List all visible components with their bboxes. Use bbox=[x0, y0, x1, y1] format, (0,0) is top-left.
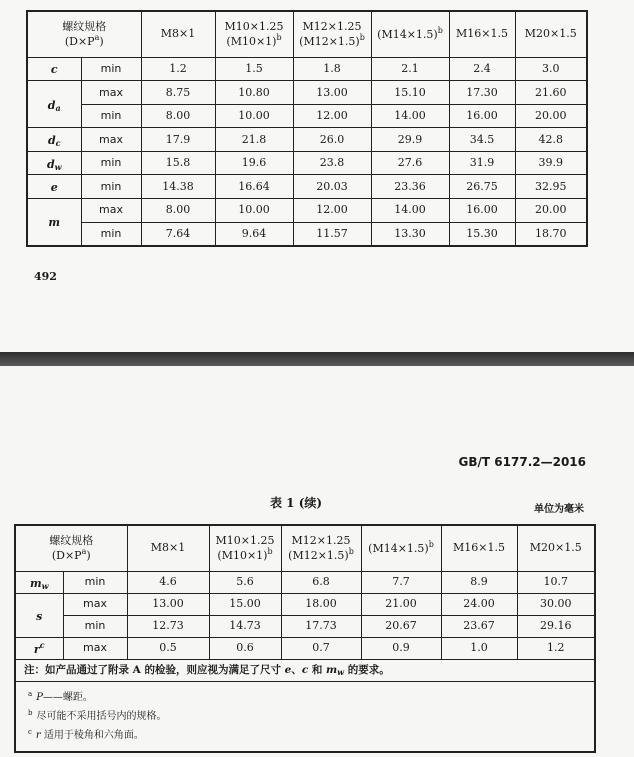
value-cell: 20.00 bbox=[515, 199, 587, 223]
header-row bbox=[15, 525, 595, 571]
limit-cell: min bbox=[81, 175, 141, 199]
symbol-cell: $d_a$ bbox=[27, 81, 81, 128]
table-row bbox=[27, 175, 587, 199]
value-cell: 14.73 bbox=[209, 615, 281, 637]
spec-header: 螺纹规格 $(D\times P^a)$ bbox=[15, 525, 127, 571]
limit-cell: min bbox=[81, 104, 141, 128]
limit-cell: max bbox=[81, 81, 141, 105]
value-cell: 42.8 bbox=[515, 128, 587, 152]
value-cell: 12.00 bbox=[293, 104, 371, 128]
value-cell: 8.00 bbox=[141, 104, 215, 128]
dimension-table-top bbox=[26, 10, 588, 247]
limit-cell: max bbox=[81, 128, 141, 152]
col-header: M20×1.5 bbox=[515, 11, 587, 57]
table-row bbox=[15, 571, 595, 593]
value-cell: 10.80 bbox=[215, 81, 293, 105]
value-cell: 1.2 bbox=[517, 637, 595, 659]
col-header: $(M14\times 1.5)^b$ bbox=[371, 11, 449, 57]
table-row bbox=[27, 128, 587, 152]
symbol-cell: $m_w$ bbox=[15, 571, 63, 593]
value-cell: 17.9 bbox=[141, 128, 215, 152]
value-cell: 0.7 bbox=[281, 637, 361, 659]
value-cell: 30.00 bbox=[517, 593, 595, 615]
value-cell: 31.9 bbox=[449, 151, 515, 175]
value-cell: 5.6 bbox=[209, 571, 281, 593]
col-header: M20×1.5 bbox=[517, 525, 595, 571]
table-note: 注：如产品通过了附录 A 的检验，则应视为满足了尺寸 e、c 和 $m_w$ 的要求。 bbox=[15, 659, 595, 681]
col-header: M10×1.25 $(M10\times 1)^b$ bbox=[215, 11, 293, 57]
value-cell: 8.75 bbox=[141, 81, 215, 105]
spec-line1: 螺纹规格 bbox=[62, 19, 107, 33]
value-cell: 13.30 bbox=[371, 222, 449, 246]
table-row bbox=[27, 151, 587, 175]
header-row bbox=[27, 11, 587, 57]
footnote-row bbox=[15, 681, 595, 752]
value-cell: 14.38 bbox=[141, 175, 215, 199]
value-cell: 8.9 bbox=[441, 571, 517, 593]
value-cell: 29.16 bbox=[517, 615, 595, 637]
limit-cell: max bbox=[63, 637, 127, 659]
value-cell: 1.2 bbox=[141, 57, 215, 81]
value-cell: 13.00 bbox=[293, 81, 371, 105]
value-cell: 9.64 bbox=[215, 222, 293, 246]
page-number: 492 bbox=[34, 270, 57, 283]
value-cell: 10.00 bbox=[215, 199, 293, 223]
col-header: M12×1.25 $(M12\times 1.5)^b$ bbox=[293, 11, 371, 57]
value-cell: 34.5 bbox=[449, 128, 515, 152]
value-cell: 16.00 bbox=[449, 104, 515, 128]
value-cell: 16.00 bbox=[449, 199, 515, 223]
value-cell: 18.70 bbox=[515, 222, 587, 246]
table-row bbox=[27, 81, 587, 105]
value-cell: 4.6 bbox=[127, 571, 209, 593]
value-cell: 21.00 bbox=[361, 593, 441, 615]
col-header: M16×1.5 bbox=[441, 525, 517, 571]
value-cell: 39.9 bbox=[515, 151, 587, 175]
symbol-cell: $r^c$ bbox=[15, 637, 63, 659]
table-row bbox=[15, 593, 595, 615]
col-header: $(M14\times 1.5)^b$ bbox=[361, 525, 441, 571]
footnote: $^b$ 尽可能不采用括号内的规格。 bbox=[28, 708, 167, 722]
value-cell: 13.00 bbox=[127, 593, 209, 615]
footnote: $^a$ P——螺距。 bbox=[28, 689, 93, 703]
value-cell: 14.00 bbox=[371, 199, 449, 223]
value-cell: 6.8 bbox=[281, 571, 361, 593]
value-cell: 15.10 bbox=[371, 81, 449, 105]
value-cell: 11.57 bbox=[293, 222, 371, 246]
table-row bbox=[27, 222, 587, 246]
spec-line2: $(D\times P^a)$ bbox=[64, 33, 104, 49]
limit-cell: min bbox=[81, 151, 141, 175]
spec-header bbox=[27, 11, 141, 57]
table-title: 表 1 (续) bbox=[270, 496, 323, 510]
value-cell: 29.9 bbox=[371, 128, 449, 152]
col-header: M8×1 bbox=[141, 11, 215, 57]
value-cell: 15.30 bbox=[449, 222, 515, 246]
limit-cell: min bbox=[63, 571, 127, 593]
value-cell: 17.73 bbox=[281, 615, 361, 637]
value-cell: 20.03 bbox=[293, 175, 371, 199]
table-row bbox=[27, 104, 587, 128]
value-cell: 23.67 bbox=[441, 615, 517, 637]
value-cell: 1.0 bbox=[441, 637, 517, 659]
value-cell: 7.64 bbox=[141, 222, 215, 246]
limit-cell: max bbox=[81, 199, 141, 223]
value-cell: 18.00 bbox=[281, 593, 361, 615]
symbol-cell: s bbox=[15, 593, 63, 637]
value-cell: 17.30 bbox=[449, 81, 515, 105]
footnote: $^c$ r 适用于棱角和六角面。 bbox=[28, 727, 144, 741]
col-header: M16×1.5 bbox=[449, 11, 515, 57]
value-cell: 7.7 bbox=[361, 571, 441, 593]
col-header: M8×1 bbox=[127, 525, 209, 571]
value-cell: 23.8 bbox=[293, 151, 371, 175]
table-row bbox=[15, 637, 595, 659]
value-cell: 8.00 bbox=[141, 199, 215, 223]
value-cell: 15.00 bbox=[209, 593, 281, 615]
value-cell: 0.6 bbox=[209, 637, 281, 659]
value-cell: 12.00 bbox=[293, 199, 371, 223]
value-cell: 21.60 bbox=[515, 81, 587, 105]
value-cell: 2.4 bbox=[449, 57, 515, 81]
value-cell: 27.6 bbox=[371, 151, 449, 175]
value-cell: 14.00 bbox=[371, 104, 449, 128]
note-row bbox=[15, 659, 595, 681]
value-cell: 21.8 bbox=[215, 128, 293, 152]
value-cell: 1.5 bbox=[215, 57, 293, 81]
value-cell: 20.67 bbox=[361, 615, 441, 637]
value-cell: 2.1 bbox=[371, 57, 449, 81]
value-cell: 23.36 bbox=[371, 175, 449, 199]
limit-cell: min bbox=[81, 222, 141, 246]
value-cell: 26.0 bbox=[293, 128, 371, 152]
value-cell: 24.00 bbox=[441, 593, 517, 615]
symbol-cell: $d_c$ bbox=[27, 128, 81, 152]
value-cell: 12.73 bbox=[127, 615, 209, 637]
value-cell: 16.64 bbox=[215, 175, 293, 199]
value-cell: 32.95 bbox=[515, 175, 587, 199]
table-row bbox=[27, 57, 587, 81]
symbol-cell: $d_w$ bbox=[27, 151, 81, 175]
symbol-cell: c bbox=[27, 57, 81, 81]
value-cell: 20.00 bbox=[515, 104, 587, 128]
symbol-cell: e bbox=[27, 175, 81, 199]
footnotes bbox=[15, 681, 595, 752]
value-cell: 10.7 bbox=[517, 571, 595, 593]
unit-label: 单位为毫米 bbox=[534, 504, 584, 515]
table-row bbox=[27, 199, 587, 223]
value-cell: 10.00 bbox=[215, 104, 293, 128]
table-row bbox=[15, 615, 595, 637]
col-header: M10×1.25 $(M10\times 1)^b$ bbox=[209, 525, 281, 571]
limit-cell: min bbox=[63, 615, 127, 637]
value-cell: 0.9 bbox=[361, 637, 441, 659]
dimension-table-bottom bbox=[14, 524, 596, 753]
value-cell: 15.8 bbox=[141, 151, 215, 175]
value-cell: 0.5 bbox=[127, 637, 209, 659]
value-cell: 26.75 bbox=[449, 175, 515, 199]
value-cell: 3.0 bbox=[515, 57, 587, 81]
col-header: M12×1.25 $(M12\times 1.5)^b$ bbox=[281, 525, 361, 571]
value-cell: 19.6 bbox=[215, 151, 293, 175]
limit-cell: min bbox=[81, 57, 141, 81]
page-gap bbox=[0, 352, 634, 366]
symbol-cell: m bbox=[27, 199, 81, 246]
standard-code: GB/T 6177.2—2016 bbox=[458, 455, 586, 469]
value-cell: 1.8 bbox=[293, 57, 371, 81]
limit-cell: max bbox=[63, 593, 127, 615]
